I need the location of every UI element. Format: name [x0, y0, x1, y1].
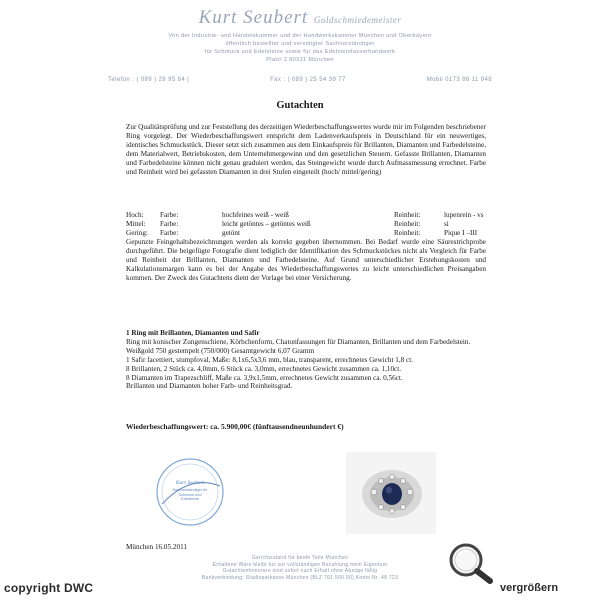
magnifier-icon[interactable] — [446, 540, 494, 584]
letterhead-fax: Fax : ( 089 ) 25 54 39 77 — [270, 77, 346, 83]
letterhead-line: für Schmuck und Edelsteine sowie für das Edelsteinfasserhandwerk — [204, 49, 396, 55]
letterhead-address: Platzl 2 80331 München — [266, 57, 334, 63]
ring-line: Weißgold 750 gestempelt (750/000) Gesamtgewicht 6,07 Gramm — [126, 346, 315, 355]
letterhead-line: öffentlich bestellter und vereidigter Sachverständiger — [225, 41, 375, 47]
grade-cell-label: Farbe: — [160, 211, 179, 219]
grade-table — [126, 211, 486, 238]
letterhead-mobile: Mobil 0173 86 11 948 — [426, 77, 492, 83]
grade-cell-level: Gering: — [126, 228, 148, 237]
ring-photo — [346, 452, 436, 534]
footer-line: Gutachtenhonorare sind sofort nach Erhalt ohne Abzüge fällig — [222, 568, 378, 575]
document-title: Gutachten — [276, 100, 324, 111]
grade-cell-color: getönt — [222, 228, 240, 237]
letterhead-phone: Telefon : ( 089 ) 29 95 64 | — [108, 77, 190, 83]
ring-line: Brillanten und Diamanten hoher Farb- und Reinheitsgrad. — [126, 382, 293, 391]
grade-cell-clarity: lupenrein - vs — [444, 211, 484, 219]
grade-cell-color: leicht getöntes – getöntes weiß — [222, 219, 311, 228]
ring-line: 8 Brillanten, 2 Stück ca. 4,0mm, 6 Stück ca. 3,0mm, errechnetes Gewicht zusammen ca. 1,10ct. — [126, 364, 402, 373]
stamp-name: Kurt Seubert — [175, 480, 205, 486]
ring-line: 8 Diamanten im Trapezschliff, Maße ca. 3,9x1,5mm, errechnetes Gewicht zusammen ca. 0,56ct. — [126, 373, 403, 382]
grade-cell-clarity: si — [444, 219, 449, 228]
notes-paragraph: Gepunzte Feingehaltsbezeichnungen werden als korrekt gegeben übernommen. Bei Bedarf wurde eine Säurestrichprobe durchgeführt. Die beigefügte Fotografie dient lediglich der Identifikation des Schmuckstückes nicht als Vergleich für Farbe und Reinheit der Brillanten, Diamanten und Farbedelsteine. Auf Grund unterschiedlicher Erstehungskosten und Kalkulationsmargen kann es bei der Angabe des Wiederbeschaffungswertes zu leicht unterschiedlichen Preisangaben kommen. Der Zweck des Gutachtens dient der Vorlage bei einer Versicherung. — [126, 238, 486, 282]
grade-row — [126, 229, 486, 238]
grade-cell-rlabel: Reinheit: — [394, 219, 421, 228]
footer — [108, 555, 492, 581]
letterhead-name: Kurt Seubert Goldschmiedemeister — [198, 7, 402, 28]
footer-line: Gerichtsstand für beide Teile München — [251, 555, 349, 561]
footer-line: Bankverbindung: Stadtsparkasse München (BLZ 701 500 00) Konto Nr. 48 723 — [201, 574, 399, 581]
footer-line: Erhaltene Ware bleibt bis zur vollständigen Bezahlung mein Eigentum — [212, 561, 388, 568]
grade-cell-label: Farbe: — [160, 219, 179, 228]
grade-cell-level: Mittel: — [126, 219, 146, 228]
grade-cell-label: Farbe: — [160, 228, 179, 237]
ring-line: 1 Safir facettiert, stumpfoval, Maße: 8,1x6,5x3,6 mm, blau, transparent, errechnetes Gewicht 1,8 ct. — [126, 355, 414, 364]
ring-description — [126, 329, 486, 391]
place-date: München 16.05.2011 — [126, 543, 188, 551]
ring-heading: 1 Ring mit Brillanten, Diamanten und Safir — [126, 329, 260, 337]
grade-row — [126, 220, 486, 229]
appraisal-sheet — [108, 6, 492, 581]
grade-cell-rlabel: Reinheit: — [394, 228, 421, 237]
replacement-value: Wiederbeschaffungswert: ca. 5.900,00€ (fünftausendneunhundert €) — [126, 422, 344, 431]
grade-cell-clarity: Pique I –III — [444, 228, 478, 237]
ring-line: Ring mit konischer Zungenschiene, Körbchenform, Chatonfassungen für Diamanten, Brillanten und dem Farbedelstein. — [126, 337, 471, 346]
copyright-watermark: copyright DWC — [4, 581, 94, 595]
grade-cell-color: hochfeines weiß - weiß — [222, 211, 289, 219]
intro-paragraph: Zur Qualitätsprüfung und zur Feststellung des derzeitigen Wiederbeschaffungswertes wurde mir im Folgenden beschriebener Ring vorgelegt. Der Wiederbeschaffungswert entspricht dem Ladenverkaufspreis in Deutschland für ein neuwertiges, identisches Schmuckstück. Dieser setzt sich zusammen aus dem Einkaufspreis für Brillanten, Diamanten und Farbedelsteine, dem Materialwert, Betriebskosten, dem Unternehmergewinn und den gesetzlichen Steuern. Gefasste Brillanten, Diamanten und Farbedelsteine können nicht genau graduiert werden, das Steingewicht wurde durch Aufmassmessung errechnet. Farbe und Reinheit wird bei gefassten Diamanten in drei Stufen eingeteilt (hoch/ mittel/gering) — [126, 123, 486, 176]
letterhead-line: Von der Industrie- und Handelskammer und der Handwerkskammer München und Oberbayern — [168, 33, 432, 39]
grade-row — [126, 211, 486, 220]
grade-cell-level: Hoch: — [126, 211, 144, 219]
stamp-text: Sachverständiger für Schmuck und Edelsteine — [172, 488, 208, 502]
appraiser-stamp — [154, 456, 226, 528]
letterhead — [108, 6, 492, 64]
zoom-button-label[interactable]: vergrößern — [500, 582, 559, 594]
grade-cell-rlabel: Reinheit: — [394, 211, 421, 219]
letterhead-contact — [108, 77, 492, 83]
